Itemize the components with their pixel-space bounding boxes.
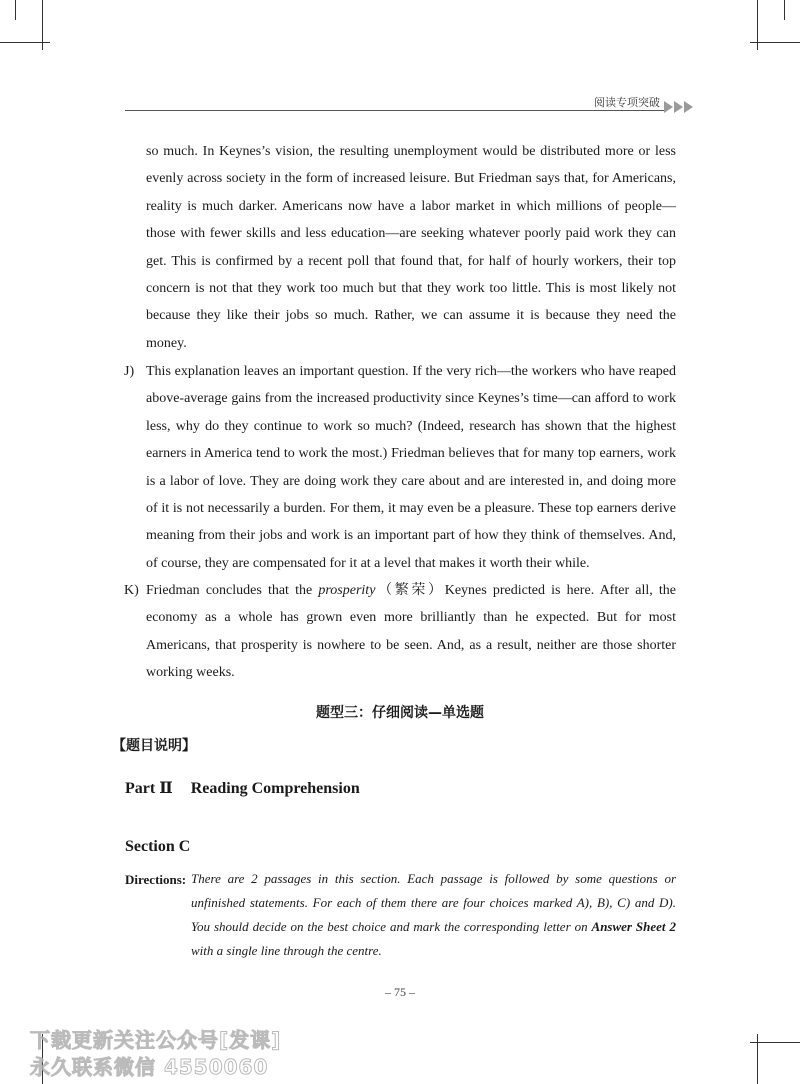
directions-label: Directions: [125,872,187,887]
part-number: Part Ⅱ [125,780,173,797]
part-name: Reading Comprehension [190,780,360,797]
answer-sheet-emphasis: Answer Sheet 2 [591,919,676,934]
question-type-title: 题型三：仔细阅读—单选题 [316,705,484,721]
watermark-line-1: 下载更新关注公众号[发课] [30,1028,282,1052]
part-heading [125,778,360,798]
paragraph-letter-k: K) [124,583,139,598]
paragraph-k: Friedman concludes that the prosperity（繁荣）Keynes predicted is here. After all, the economy as a whole has grown even more brilliantly than he expected. But for most Americans, that prosperity is nowhere to be seen. And, as a result, neither are those shorter working weeks. [146,583,677,681]
question-explanation-label: 【题目说明】 [112,738,196,754]
watermark-line-2: 永久联系微信 4550060 [30,1055,269,1079]
page-number: – 75 – [385,985,415,999]
chinese-gloss: （繁荣） [375,583,445,598]
running-header-title: 阅读专项突破 [594,96,660,109]
keyword-italic: prosperity [318,583,376,598]
directions-text: There are 2 passages in this section. Each passage is followed by some questions or unfinished statements. For each of them there are four choices marked A), B), C) and D). You should decide on the best choice and mark the corresponding letter on Answer Sheet 2 with a single line through the centre. [191,871,676,958]
paragraph-j: This explanation leaves an important question. If the very rich—the workers who have reaped above-average gains from the increased productivity since Keynes’s time—can afford to work less, why do they continue to work so much? (Indeed, research has shown that the highest earners in America tend to work the most.) Friedman believes that for many top earners, work is a labor of love. They are doing work they care about and are interested in, and doing more of it is not necessarily a burden. For them, it may even be a pleasure. These top earners derive meaning from their jobs and work is an important part of how they think of themselves. And, of course, they are compensated for it at a level that makes it worth their while. [146,364,676,571]
paragraph-continued: so much. In Keynes’s vision, the resulting unemployment would be distributed more or less evenly across society in the form of increased leisure. But Friedman says that, for Americans, reality is much darker. Americans now have a labor market in which millions of people—those with fewer skills and less education—are seeking whatever poorly paid work they can get. This is confirmed by a recent poll that found that, for half of hourly workers, their top concern is not that they work too much but that they work too little. This is most likely not because they like their jobs so much. Rather, we can assume it is because they need the money. [146,144,676,351]
paragraph-letter-j: J) [124,364,135,379]
header-rule [125,110,665,111]
header-arrows-icon [664,101,694,119]
section-heading: Section C [125,838,191,855]
